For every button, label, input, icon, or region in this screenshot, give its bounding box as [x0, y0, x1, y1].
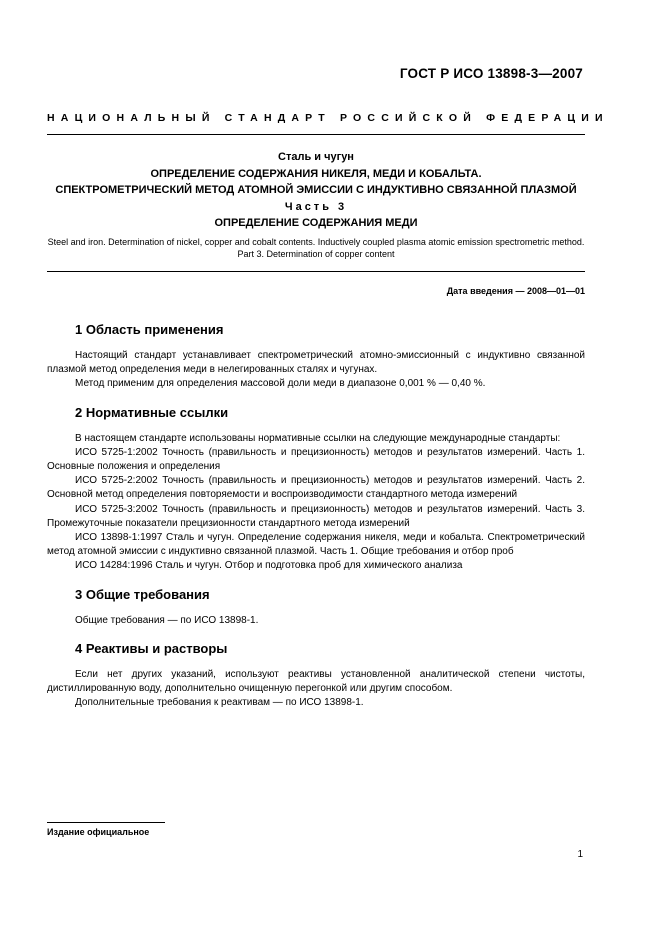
standard-designation: ГОСТ Р ИСО 13898-3—2007	[399, 66, 583, 81]
title-subject: Сталь и чугун	[278, 151, 354, 163]
section-normative-references	[47, 403, 585, 574]
reference-item: ИСО 14284:1996 Сталь и чугун. Отбор и подготовка проб для химического анализа	[75, 560, 463, 572]
section-scope	[47, 320, 585, 392]
paragraph: Общие требования — по ИСО 13898-1.	[75, 614, 259, 626]
introduction-date: Дата введения — 2008—01—01	[446, 286, 585, 296]
header-divider	[47, 134, 585, 135]
reference-item: ИСО 13898-1:1997 Сталь и чугун. Определение содержания никеля, меди и кобальта. Спектрометрический метод атомной эмиссии с индуктивно связанной плазмой. Часть 1. Общие требования и отбор проб	[47, 532, 585, 558]
footer-divider	[47, 822, 165, 823]
title-line-2: ОПРЕДЕЛЕНИЕ СОДЕРЖАНИЯ НИКЕЛЯ, МЕДИ И КОБАЛЬТА.	[150, 167, 482, 180]
title-part: Часть 3	[284, 200, 348, 213]
title-block	[47, 149, 585, 261]
section-heading: 2 Нормативные ссылки	[75, 404, 229, 420]
section-heading: 1 Область применения	[75, 322, 224, 337]
paragraph: Настоящий стандарт устанавливает спектрометрический атомно-эмиссионный с индуктивно связанной плазмой метод определения меди в нелегированных сталях и чугунах.	[47, 350, 585, 376]
edition-label: Издание официальное	[47, 827, 150, 837]
paragraph: Дополнительные требования к реактивам — по ИСО 13898-1.	[75, 697, 364, 709]
document-body	[47, 320, 585, 721]
reference-item: ИСО 5725-2:2002 Точность (правильность и прецизионность) методов и результатов измерений. Часть 2. Основной метод определения повторяемости и воспроизводимости стандартного метода измерений	[47, 475, 585, 501]
reference-item: ИСО 5725-3:2002 Точность (правильность и прецизионность) методов и результатов измерений. Часть 3. Промежуточные показатели прецизионности стандартного метода измерений	[47, 503, 585, 529]
title-line-3: СПЕКТРОМЕТРИЧЕСКИЙ МЕТОД АТОМНОЙ ЭМИССИИ С ИНДУКТИВНО СВЯЗАННОЙ ПЛАЗМОЙ	[55, 184, 577, 196]
paragraph: В настоящем стандарте использованы нормативные ссылки на следующие международные стандарты:	[75, 432, 561, 444]
section-reagents	[47, 639, 585, 711]
national-standard-heading: НАЦИОНАЛЬНЫЙ СТАНДАРТ РОССИЙСКОЙ ФЕДЕРАЦИИ	[47, 112, 609, 124]
title-line-4: ОПРЕДЕЛЕНИЕ СОДЕРЖАНИЯ МЕДИ	[214, 217, 418, 229]
page-number: 1	[577, 849, 583, 860]
english-title: Steel and iron. Determination of nickel, copper and cobalt contents. Inductively coupled plasma atomic emission spectrometric method. Part 3. Determination of copper content	[47, 236, 585, 259]
paragraph: Метод применим для определения массовой доли меди в диапазоне 0,001 % — 0,40 %.	[75, 378, 486, 390]
section-general-requirements	[47, 585, 585, 628]
reference-item: ИСО 5725-1:2002 Точность (правильность и прецизионность) методов и результатов измерений. Часть 1. Основные положения и определения	[47, 446, 585, 473]
paragraph: Если нет других указаний, используют реактивы установленной аналитической степени чистоты, дистиллированную воду, дополнительно очищенную перегонкой или другим способом.	[47, 668, 585, 695]
section-heading: 4 Реактивы и растворы	[75, 640, 228, 656]
title-divider	[47, 271, 585, 272]
section-heading: 3 Общие требования	[75, 586, 210, 602]
